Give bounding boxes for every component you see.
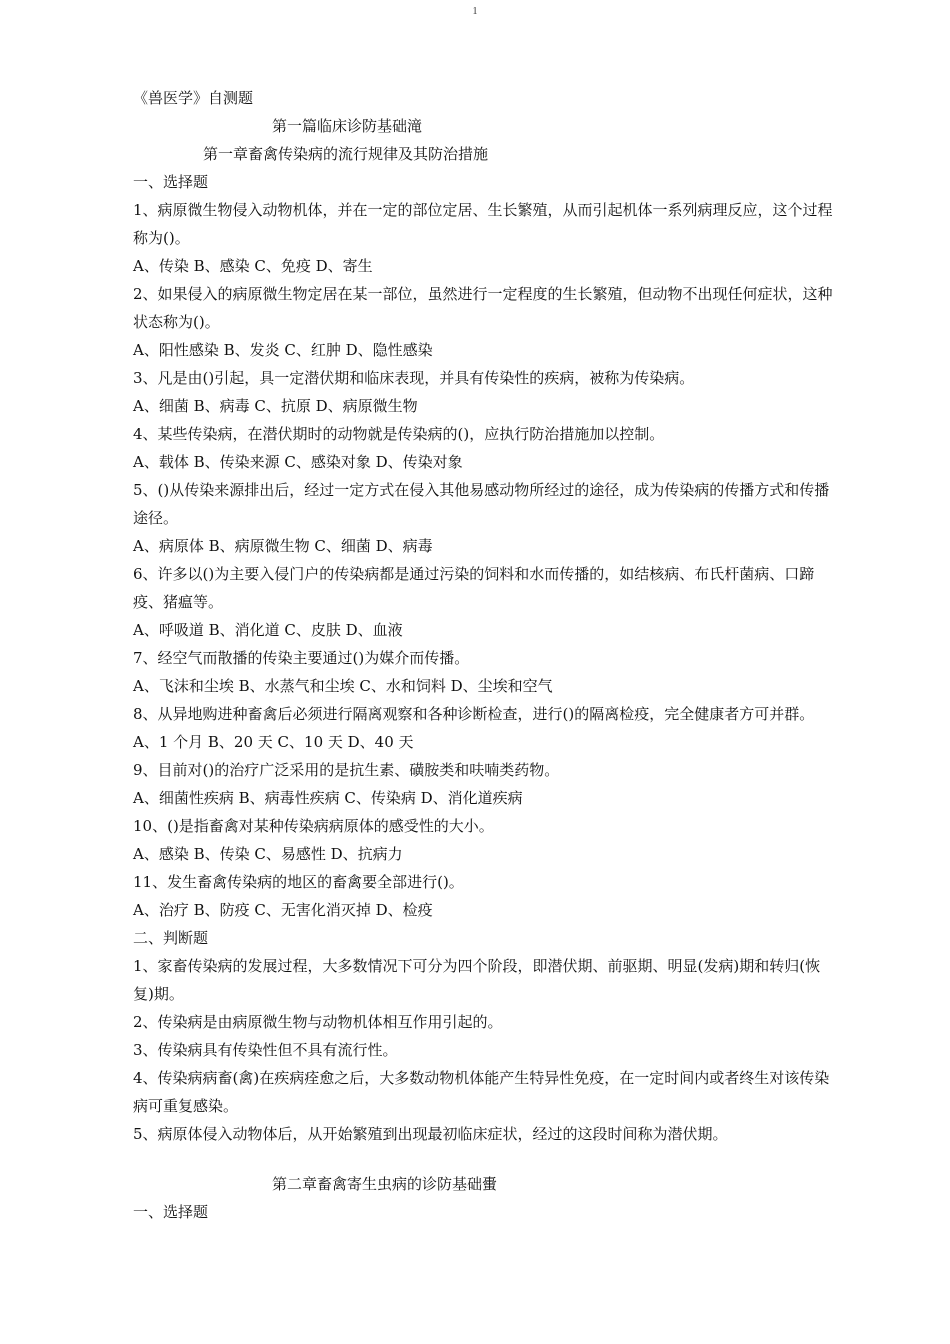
question: 1、病原微生物侵入动物机体，并在一定的部位定居、生长繁殖，从而引起机体一系列病理反应，这个过程称为()。 xyxy=(133,201,833,247)
answer-options: A、载体 B、传染来源 C、感染对象 D、传染对象 xyxy=(133,453,463,471)
answer-options: A、阳性感染 B、发炎 C、红肿 D、隐性感染 xyxy=(133,341,433,359)
judge-statement: 4、传染病病畜(禽)在疾病痊愈之后，大多数动物机体能产生特异性免疫，在一定时间内或者终生对该传染病可重复感染。 xyxy=(133,1069,830,1115)
spacer xyxy=(133,1148,833,1170)
section-heading: 一、选择题 xyxy=(133,1203,209,1221)
question: 6、许多以()为主要入侵门户的传染病都是通过污染的饲料和水而传播的，如结核病、布氏杆菌病、口蹄疫、猪瘟等。 xyxy=(133,565,815,611)
question: 5、()从传染来源排出后，经过一定方式在侵入其他易感动物所经过的途径，成为传染病的传播方式和传播途径。 xyxy=(133,481,830,527)
section-heading: 一、选择题 xyxy=(133,173,209,191)
answer-options: A、治疗 B、防疫 C、无害化消灭掉 D、检疫 xyxy=(133,901,433,919)
answer-options: A、细菌 B、病毒 C、抗原 D、病原微生物 xyxy=(133,397,418,415)
answer-options: A、传染 B、感染 C、免疫 D、寄生 xyxy=(133,257,373,275)
chapter-title: 第一章畜禽传染病的流行规律及其防治措施 xyxy=(203,145,489,163)
section-heading: 二、判断题 xyxy=(133,929,209,947)
part-title: 第一篇临床诊防基础滝 xyxy=(272,117,423,135)
question: 8、从异地购进种畜禽后必须进行隔离观察和各种诊断检查，进行()的隔离检疫，完全健康者方可并群。 xyxy=(133,705,815,723)
chapter-title: 第二章畜禽寄生虫病的诊防基础蟗 xyxy=(272,1175,498,1193)
answer-options: A、感染 B、传染 C、易感性 D、抗病力 xyxy=(133,845,403,863)
judge-statement: 2、传染病是由病原微生物与动物机体相互作用引起的。 xyxy=(133,1013,503,1031)
answer-options: A、飞沫和尘埃 B、水蒸气和尘埃 C、水和饲料 D、尘埃和空气 xyxy=(133,677,553,695)
page-number: 1 xyxy=(472,6,478,17)
answer-options: A、呼吸道 B、消化道 C、皮肤 D、血液 xyxy=(133,621,403,639)
question: 3、凡是由()引起，具一定潜伏期和临床表现，并具有传染性的疾病，被称为传染病。 xyxy=(133,369,695,387)
judge-statement: 3、传染病具有传染性但不具有流行性。 xyxy=(133,1041,398,1059)
answer-options: A、病原体 B、病原微生物 C、细菌 D、病毒 xyxy=(133,537,433,555)
answer-options: A、细菌性疾病 B、病毒性疾病 C、传染病 D、消化道疾病 xyxy=(133,789,523,807)
question: 4、某些传染病，在潜伏期时的动物就是传染病的()，应执行防治措施加以控制。 xyxy=(133,425,665,443)
document-body xyxy=(133,84,833,1226)
judge-statement: 5、病原体侵入动物体后，从开始繁殖到出现最初临床症状，经过的这段时间称为潜伏期。 xyxy=(133,1125,728,1143)
question: 9、目前对()的治疗广泛采用的是抗生素、磺胺类和呋喃类药物。 xyxy=(133,761,560,779)
answer-options: A、1 个月 B、20 天 C、10 天 D、40 天 xyxy=(133,733,414,751)
question: 11、发生畜禽传染病的地区的畜禽要全部进行()。 xyxy=(133,873,464,891)
judge-statement: 1、家畜传染病的发展过程，大多数情况下可分为四个阶段，即潜伏期、前驱期、明显(发病)期和转归(恢复)期。 xyxy=(133,957,821,1003)
question: 7、经空气而散播的传染主要通过()为媒介而传播。 xyxy=(133,649,470,667)
doc-title: 《兽医学》自测题 xyxy=(133,89,254,107)
question: 2、如果侵入的病原微生物定居在某一部位，虽然进行一定程度的生长繁殖，但动物不出现任何症状，这种状态称为()。 xyxy=(133,285,833,331)
question: 10、()是指畜禽对某种传染病病原体的感受性的大小。 xyxy=(133,817,494,835)
